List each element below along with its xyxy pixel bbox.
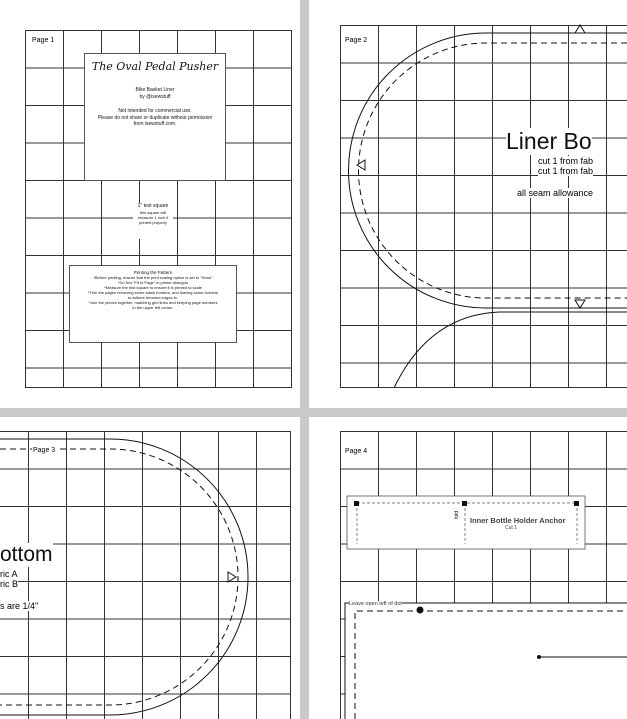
printing-line: *Trim the pages removing some blank borders, and leaving some borders bbox=[87, 290, 219, 295]
placement-mark bbox=[462, 501, 467, 506]
pattern-lines bbox=[309, 417, 627, 719]
placement-mark bbox=[574, 501, 579, 506]
printing-line: *Measure the test square to ensure it is printed to scale bbox=[104, 285, 202, 290]
pattern-lines bbox=[309, 0, 627, 408]
seam-allowance-note: all seam allowance bbox=[517, 188, 594, 198]
page-number: Page 1 bbox=[32, 37, 55, 44]
notch-marker bbox=[357, 160, 365, 170]
page-number: Page 4 bbox=[345, 448, 368, 455]
notice-3: from isewstuff.com. bbox=[133, 121, 177, 127]
page-number: Page 3 bbox=[33, 447, 56, 454]
notice-2: Please do not share or duplicate without permission bbox=[97, 114, 213, 121]
printing-title: Printing the Pattern bbox=[133, 270, 173, 275]
notch-marker bbox=[575, 300, 585, 308]
printing-instructions bbox=[69, 265, 237, 343]
test-square-title: 1" test square bbox=[137, 203, 169, 209]
notch-marker bbox=[228, 572, 236, 582]
marker-dot bbox=[537, 655, 541, 659]
test-square-note-2: measure 1 inch if bbox=[137, 214, 169, 220]
opening-dot bbox=[417, 607, 424, 614]
side-piece-backing bbox=[345, 603, 627, 719]
cut-instruction-1: ric A bbox=[0, 569, 18, 579]
page-number: Page 2 bbox=[345, 37, 368, 44]
pattern-lines bbox=[0, 417, 300, 719]
opening-note: Leave open left of dot bbox=[349, 601, 402, 607]
printing-line: in the upper left corner. bbox=[132, 305, 174, 310]
printing-line: *Before printing, ensure that the print scaling option is set to "None" bbox=[93, 275, 213, 280]
anchor-cut: Cut 1 bbox=[505, 525, 517, 531]
printing-line: *Join the pieces together, matching grid lines and keeping page numbers bbox=[88, 300, 218, 305]
test-square-note-3: printed properly bbox=[139, 219, 167, 225]
author: by @isewstuff bbox=[139, 93, 171, 100]
subtitle: Bike Basket Liner bbox=[135, 87, 175, 93]
next-piece-curve bbox=[394, 312, 627, 388]
piece-heading: Liner Bo bbox=[506, 128, 592, 154]
cut-instruction-2: cut 1 from fab bbox=[538, 166, 594, 176]
pattern-page-4 bbox=[309, 417, 627, 719]
pattern-page-1 bbox=[0, 0, 300, 408]
pattern-page-2 bbox=[309, 0, 627, 408]
notch-marker bbox=[575, 25, 585, 33]
stitch-line bbox=[0, 449, 238, 705]
cut-line bbox=[0, 439, 248, 715]
test-square-note-1: this square will bbox=[139, 209, 167, 215]
seam-allowance-note: s are 1/4" bbox=[0, 601, 39, 611]
anchor-title: Inner Bottle Holder Anchor bbox=[470, 516, 566, 525]
title-card bbox=[84, 53, 226, 181]
cut-instruction-2: ric B bbox=[0, 579, 18, 589]
pattern-title: The Oval Pedal Pusher bbox=[91, 60, 219, 73]
pattern-page-3 bbox=[0, 417, 300, 719]
fold-label: fold bbox=[454, 510, 460, 519]
notice-1: Not intended for commercial use. bbox=[118, 108, 192, 114]
test-square bbox=[133, 203, 173, 239]
cut-instruction-1: cut 1 from fab bbox=[538, 156, 594, 166]
piece-heading: ottom bbox=[0, 543, 53, 566]
placement-mark bbox=[354, 501, 359, 506]
printing-line: to adhere trimmed edges to. bbox=[127, 295, 179, 300]
printing-line: *Do Not "Fit to Page" in printer dialogue bbox=[117, 280, 189, 285]
